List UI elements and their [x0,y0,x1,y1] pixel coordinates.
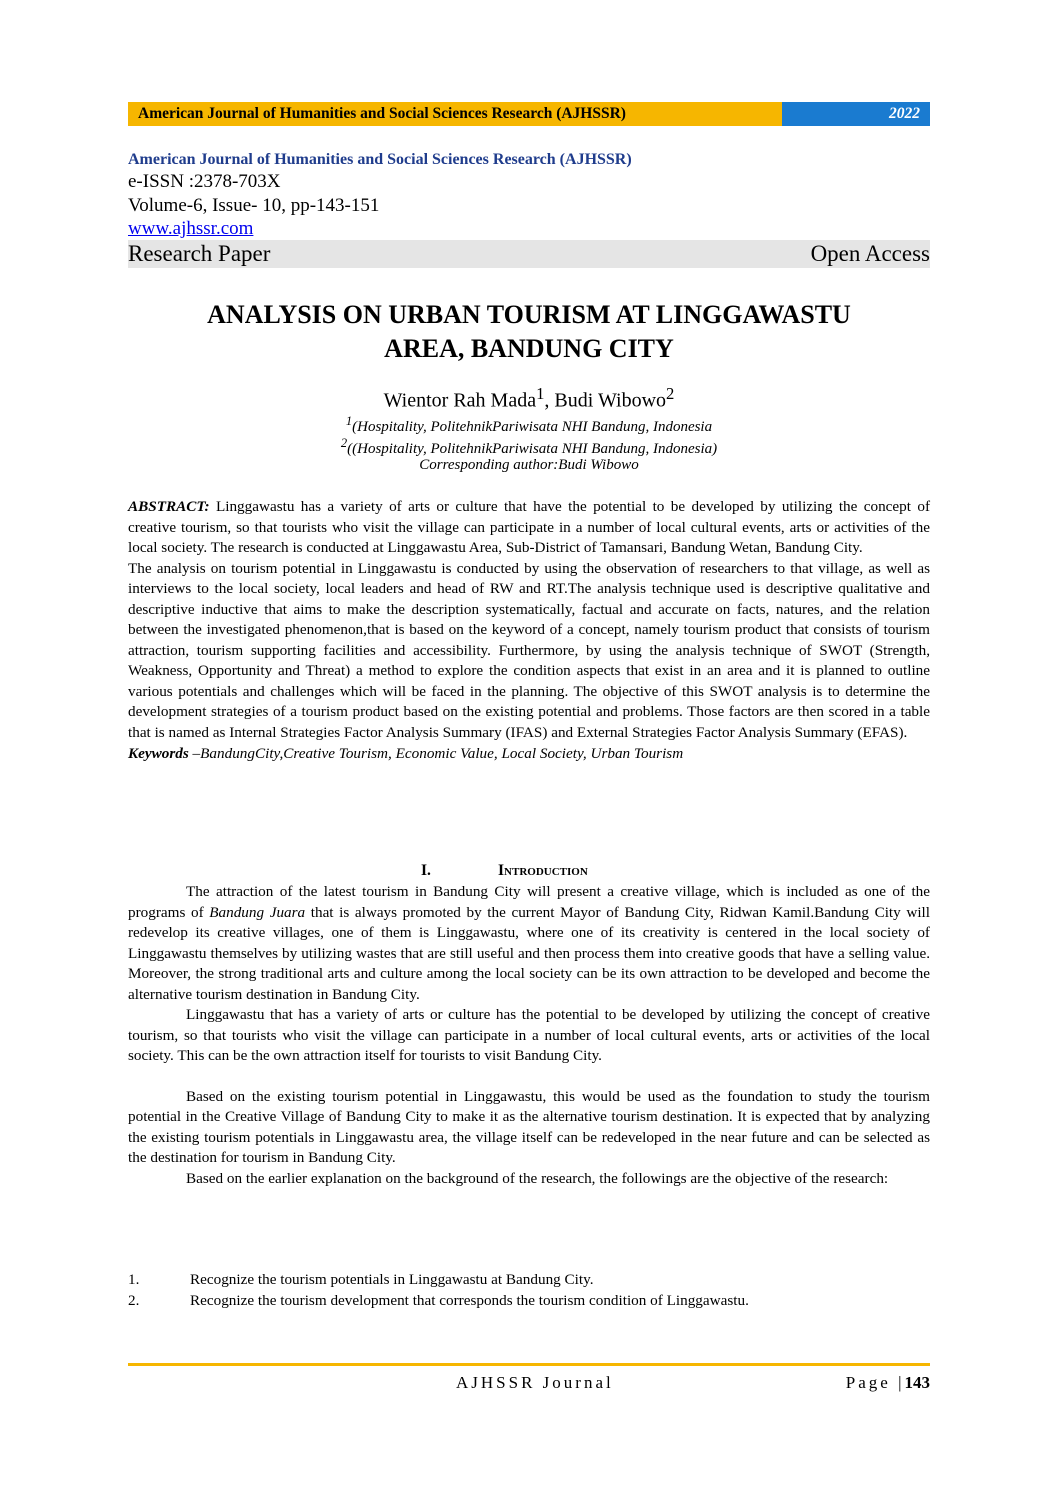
affil-text: (Hospitality, PolitehnikPariwisata NHI Bandung, Indonesia [352,419,713,435]
section-number: I. [421,862,431,879]
paper-title-line2: AREA, BANDUNG CITY [384,334,674,363]
open-access-label: Open Access [810,241,930,266]
abstract [128,497,930,765]
abstract-text-1: Linggawastu has a variety of arts or culture that have the potential to be developed by utilizing the concept of creative tourism, so that tourists who visit the village can participate in a number of local cultural events, arts or activities of the local society. The research is conducted at Linggawastu Area, Sub-District of Tamansari, Bandung Wetan, Bandung City. [128,498,930,556]
affiliation-1 [128,412,930,436]
footer-page-number: 143 [904,1373,930,1392]
keywords-label: Keywords [128,745,189,762]
keywords [128,743,930,765]
abstract-paragraph-1 [128,497,930,559]
paper-title [128,298,930,366]
author-affil-marker: 2 [666,384,675,403]
introduction [128,882,930,1189]
paper-type: Research Paper [128,241,271,266]
list-item-text: Recognize the tourism potentials in Linggawastu at Bandung City. [190,1271,594,1288]
footer-journal: AJHSSR Journal [456,1373,614,1392]
affiliation-2 [128,434,930,458]
intro-paragraph-4: Based on the earlier explanation on the background of the research, the followings are the objective of the research: [186,1169,889,1187]
issn: e-ISSN :2378-703X [128,171,281,192]
intro-p1-emphasis: Bandung Juara [209,903,306,921]
author-list [128,382,930,413]
list-item [128,1290,930,1311]
footer-page-label: Page | [845,1373,905,1392]
volume-issue: Volume-6, Issue- 10, pp-143-151 [128,195,380,216]
intro-paragraph-3: Based on the existing tourism potential in Linggawastu, this would be used as the foundation to study the tourism potential in the Creative Village of Bandung City to make it as the alternative tourism destination. It is expected that by analyzing the existing tourism potentials in Linggawastu area, the village itself can be redeveloped in the near future and can be selected as the destination for tourism in Bandung City. [128,1087,930,1166]
list-item-number: 2. [128,1292,140,1309]
journal-meta [128,150,930,268]
paper-type-bar [128,240,930,268]
footer-page [846,1373,930,1393]
footer-divider [128,1363,930,1366]
paper-title-line1: ANALYSIS ON URBAN TOURISM AT LINGGAWASTU [207,300,851,329]
author-name: Wientor Rah Mada [383,389,537,412]
running-header-year: 2022 [782,102,930,126]
journal-name: American Journal of Humanities and Social Sciences Research (AJHSSR) [128,151,632,168]
affil-text: ((Hospitality, PolitehnikPariwisata NHI Bandung, Indonesia) [347,441,718,457]
author-affil-marker: 1 [536,384,545,403]
objectives-list [128,1269,930,1311]
author-separator: , [544,389,555,412]
author-name: Budi Wibowo [554,389,667,412]
list-item [128,1269,930,1290]
page-footer [128,1373,930,1397]
intro-paragraph-2: Linggawastu that has a variety of arts or culture has the potential to be developed by utilizing the concept of creative tourism, so that tourists who visit the village can participate in a number of local cultural events, arts or activities of the local society. This can be the own attraction itself for tourists to visit Bandung City. [128,1006,930,1064]
running-header-journal: American Journal of Humanities and Social Sciences Research (AJHSSR) [128,102,782,126]
keywords-text: –BandungCity,Creative Tourism, Economic Value, Local Society, Urban Tourism [188,745,684,762]
section-title: Introduction [498,862,588,879]
list-item-text: Recognize the tourism development that corresponds the tourism condition of Linggawastu. [190,1292,749,1309]
abstract-paragraph-2: The analysis on tourism potential in Linggawastu is conducted by using the observation of researchers to that village, as well as interviews to the local society, local leaders and head of RW and RT.The analysis technique used is descriptive qualitative and descriptive inductive that aims to make the description systematically, factual and accurate on facts, natures, and the relation between the investigated phenomenon,that is based on the keyword of a concept, namely tourism product that consists of tourism attraction, tourism supporting facilities and accessibility. Furthermore, by using the analysis technique of SWOT (Strength, Weakness, Opportunity and Threat) a method to explore the condition aspects that exist in an area and it is planned to outline various potentials and challenges which will be faced in the planning. The objective of this SWOT analysis is to determine the development strategies of a tourism product based on the existing potential and problems. Those factors are then scored in a table that is named as Internal Strategies Factor Analysis Summary (IFAS) and External Strategies Factor Analysis Summary (EFAS). [128,559,930,741]
journal-website-link[interactable]: www.ajhssr.com [128,218,254,239]
running-header [128,102,930,126]
intro-p1-part1: The attraction of the latest tourism in Bandung City will present a creative village, which is included as one of the programs of [128,883,930,921]
intro-p1-part2: that is always promoted by the current Mayor of Bandung City, Ridwan Kamil.Bandung City will redevelop its creative villages, one of them is Linggawastu, where one of its creativity is centered in the local society of Linggawastu themselves by utilizing wastes that are still useful and then process them into creative goods that have a selling value. Moreover, the strong traditional arts and culture among the local society can be its own attraction to be developed and become the alternative tourism destination in Bandung City. [128,903,930,1003]
intro-paragraph-1 [128,882,930,1005]
list-item-number: 1. [128,1271,140,1288]
abstract-label: ABSTRACT: [128,498,210,515]
corresponding-author: Corresponding author:Budi Wibowo [419,457,639,473]
affil-marker: 2 [340,436,348,450]
affil-marker: 1 [345,414,353,428]
